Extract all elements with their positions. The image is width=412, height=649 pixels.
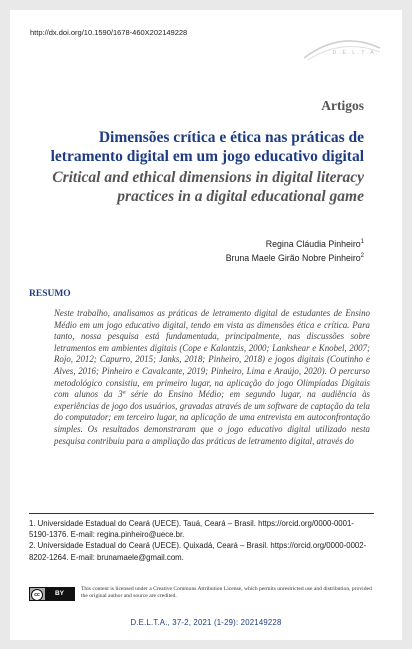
- footnote-mark[interactable]: 2: [360, 253, 364, 260]
- footnotes: [29, 513, 374, 563]
- section-label: Artigos: [321, 98, 364, 113]
- author-1: [24, 239, 364, 249]
- cc-by-license-icon[interactable]: [29, 587, 75, 601]
- footnote-mark[interactable]: 1: [360, 239, 364, 246]
- article-title-english: Critical and ethical dimensions in digital literacy practices in a digital educational game: [52, 169, 364, 205]
- journal-citation-footer: D.E.L.T.A., 37-2, 2021 (1-29): 202149228: [130, 618, 282, 627]
- author-name: Regina Cláudia Pinheiro: [265, 239, 361, 249]
- author-2: [24, 253, 364, 263]
- article-title-portuguese: Dimensões crítica e ética nas práticas de letramento digital em um jogo educativo digital: [50, 129, 364, 165]
- author-name: Bruna Maele Girão Nobre Pinheiro: [225, 253, 361, 263]
- cc-icon: cc: [31, 589, 43, 601]
- abstract-text: Neste trabalho, analisamos as práticas de letramento digital de estudantes de Ensino Médio em um jogo educativo digital, tendo em vista as dimensões ética e crítica. Para tanto, nossa pesquisa está fundamentada, principalmente, nas discussões sobre letramentos em ambientes digitais (Cope e Kalantzis, 2000; Lankshear e Knobel, 2007; Rojo, 2012; Capurro, 2015; Janks, 2018; Pinheiro, 2018) e jogos digitais (Coutinho e Alves, 2016; Pinheiro e Cavalcante, 2019; Pinheiro, Lima e Araújo, 2020). O percurso metodológico consistiu, em primeiro lugar, na aplicação do jogo Olimpíadas Digitais com alunos da 3ª série do Ensino Médio; em segundo lugar, na audiência às experiências de jogo dos usuários, gravadas através de um software de captação da tela do computador; em terceiro lugar, na aplicação de uma entrevista em autoconfrontação simples. Os resultados demonstraram que o jogo educativo digital utilizado nesta pesquisa contribuiu para a ampliação das práticas de letramento digital, através do: [54, 308, 370, 446]
- by-label: BY: [45, 588, 74, 600]
- journal-logo-text: D.E.L.T.A.: [332, 50, 380, 56]
- license-text: This content is licensed under a Creative Commons Attribution License, which permits unrestricted use and distribution, provided the original author and source are credited.: [81, 586, 372, 600]
- footnote-2: 2. Universidade Estadual do Ceará (UECE). Quixadá, Ceará – Brasil. https://orcid.org/0000-0002-8202-1264. E-mail: brunamaele@gmail.com.: [29, 541, 367, 562]
- abstract-heading: RESUMO: [29, 289, 71, 299]
- doi-link[interactable]: http://dx.doi.org/10.1590/1678-460X202149228: [30, 28, 188, 37]
- footnote-1: 1. Universidade Estadual do Ceará (UECE). Tauá, Ceará – Brasil. https://orcid.org/0000-0001- 5190-1376. E-mail: regina.pinheiro@uece.br.: [29, 519, 354, 540]
- journal-page: [10, 10, 402, 640]
- license-notice: [29, 587, 377, 605]
- journal-logo: [296, 36, 386, 70]
